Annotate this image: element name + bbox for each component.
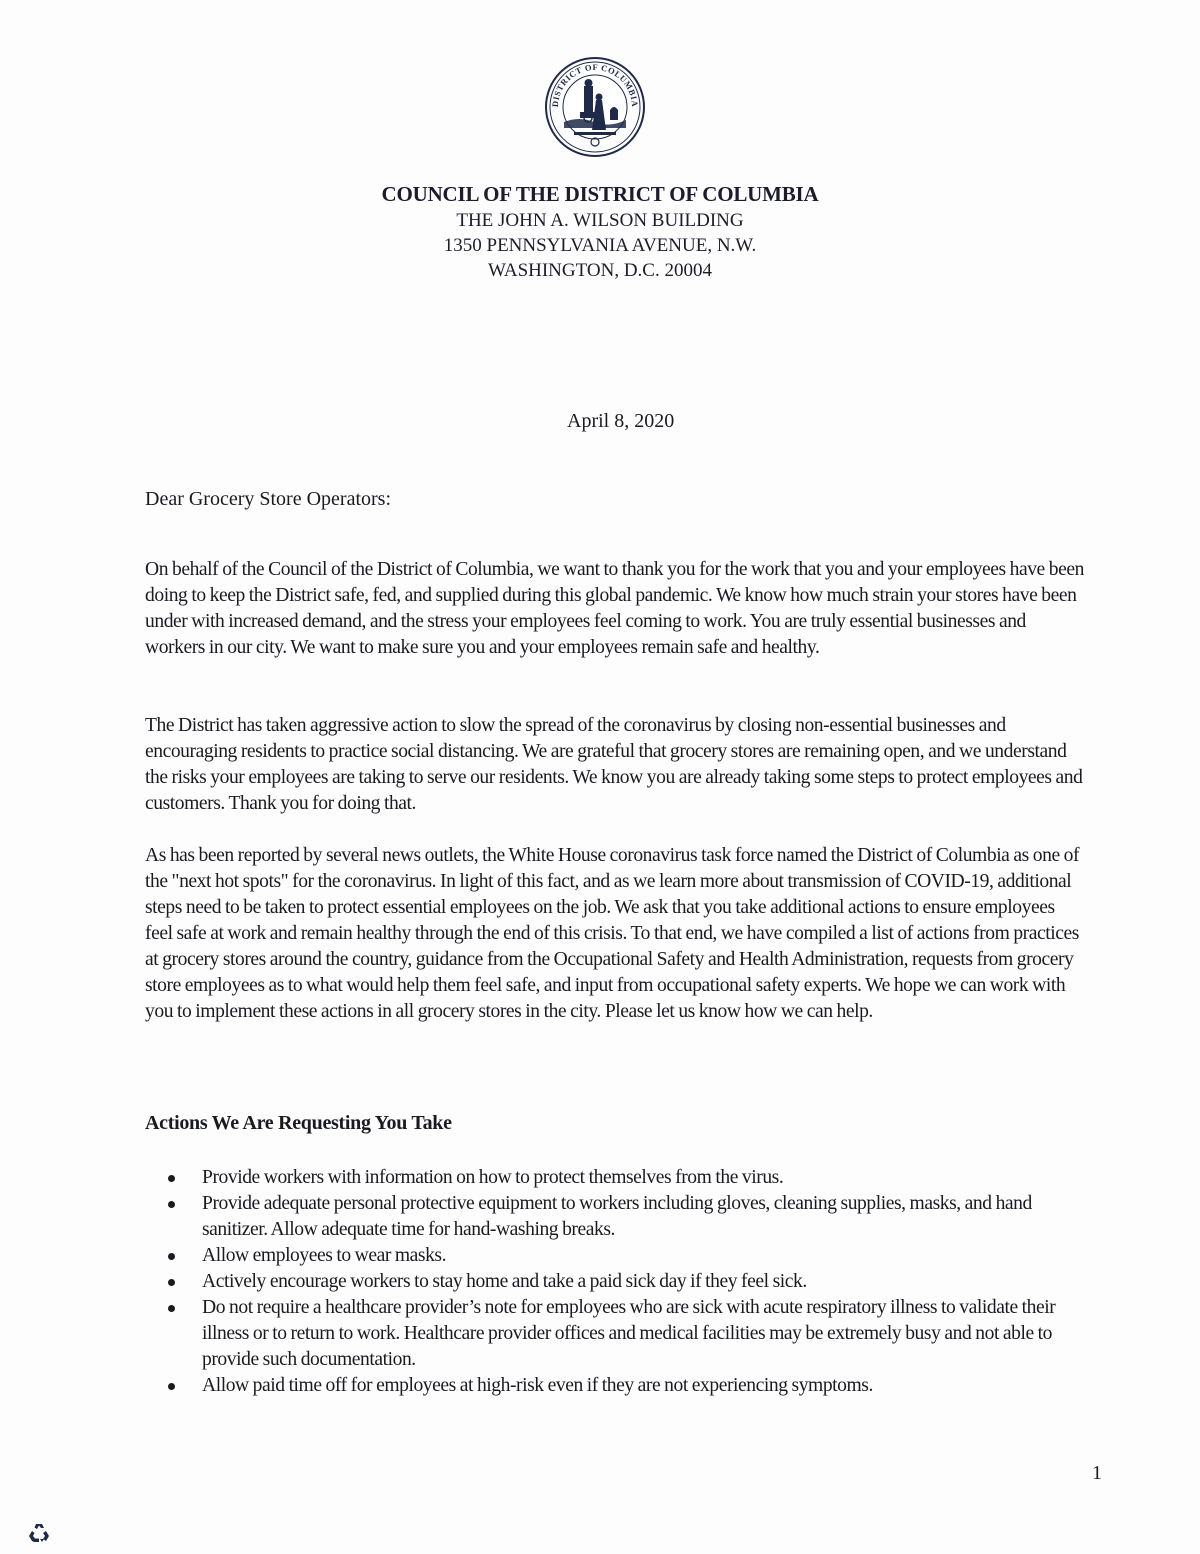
page-number: 1 [1092, 1462, 1102, 1484]
street-address: 1350 PENNSYLVANIA AVENUE, N.W. [443, 235, 757, 256]
recycle-icon [28, 1522, 50, 1544]
list-item [160, 1295, 1080, 1373]
salutation: Dear Grocery Store Operators: [145, 488, 392, 510]
list-item-text: Allow paid time off for employees at high-risk even if they are not experiencing symptoms. [202, 1375, 873, 1396]
city-address: WASHINGTON, D.C. 20004 [488, 260, 712, 281]
organization-name: COUNCIL OF THE DISTRICT OF COLUMBIA [381, 182, 819, 206]
letter-date: April 8, 2020 [567, 410, 675, 432]
svg-text:DISTRICT OF COLUMBIA: DISTRICT OF COLUMBIA [549, 61, 641, 108]
list-item [160, 1165, 1080, 1191]
list-item [160, 1243, 1080, 1269]
bullet-icon [168, 1305, 175, 1312]
list-item-text: Actively encourage workers to stay home and take a paid sick day if they feel sick. [202, 1271, 807, 1292]
list-item [160, 1269, 1080, 1295]
list-item-text: Do not require a healthcare provider’s note for employees who are sick with acute respiratory illness to validate their illness or to return to work. Healthcare provider offices and medical facilities may be extremely busy and not able to provide such documentation. [202, 1297, 1056, 1370]
list-item-text: Provide workers with information on how to protect themselves from the virus. [202, 1167, 784, 1188]
body-paragraph: As has been reported by several news outlets, the White House coronavirus task force named the District of Columbia as one of the "next hot spots" for the coronavirus. In light of this fact, and as we learn more about transmission of COVID-19, additional steps need to be taken to protect essential employees on the job. We ask that you take additional actions to ensure employees feel safe at work and remain healthy through the end of this crisis. To that end, we have compiled a list of actions from practices at grocery stores around the country, guidance from the Occupational Safety and Health Administration, requests from grocery store employees as to what would help them feel safe, and input from occupational safety experts. We hope we can work with you to implement these actions in all grocery stores in the city. Please let us know how we can help. [145, 844, 1080, 1022]
list-item [160, 1373, 1080, 1399]
body-paragraph: The District has taken aggressive action to slow the spread of the coronavirus by closing non-essential businesses and encouraging residents to practice social distancing. We are grateful that grocery stores are remaining open, and we understand the risks your employees are taking to serve our residents. We know you are already taking some steps to protect employees and customers. Thank you for doing that. [145, 714, 1083, 814]
bullet-icon [168, 1253, 175, 1260]
body-paragraph: On behalf of the Council of the District of Columbia, we want to thank you for the work that you and your employees have been doing to keep the District safe, fed, and supplied during this global pandemic. We know how much strain your stores have been under with increased demand, and the stress your employees feel coming to work. You are truly essential businesses and workers in our city. We want to make sure you and your employees remain safe and healthy. [145, 558, 1084, 658]
letterhead [0, 180, 1200, 283]
bullet-icon [168, 1175, 175, 1182]
list-item [160, 1191, 1080, 1243]
list-item-text: Provide adequate personal protective equipment to workers including gloves, cleaning supplies, masks, and hand sanitizer. Allow adequate time for hand-washing breaks. [202, 1193, 1032, 1240]
bullet-icon [168, 1201, 175, 1208]
bullet-icon [168, 1383, 175, 1390]
actions-list [160, 1165, 1080, 1399]
district-seal-icon [544, 56, 646, 158]
actions-heading: Actions We Are Requesting You Take [145, 1112, 452, 1134]
bullet-icon [168, 1279, 175, 1286]
list-item-text: Allow employees to wear masks. [202, 1245, 447, 1266]
building-name: THE JOHN A. WILSON BUILDING [456, 210, 744, 231]
